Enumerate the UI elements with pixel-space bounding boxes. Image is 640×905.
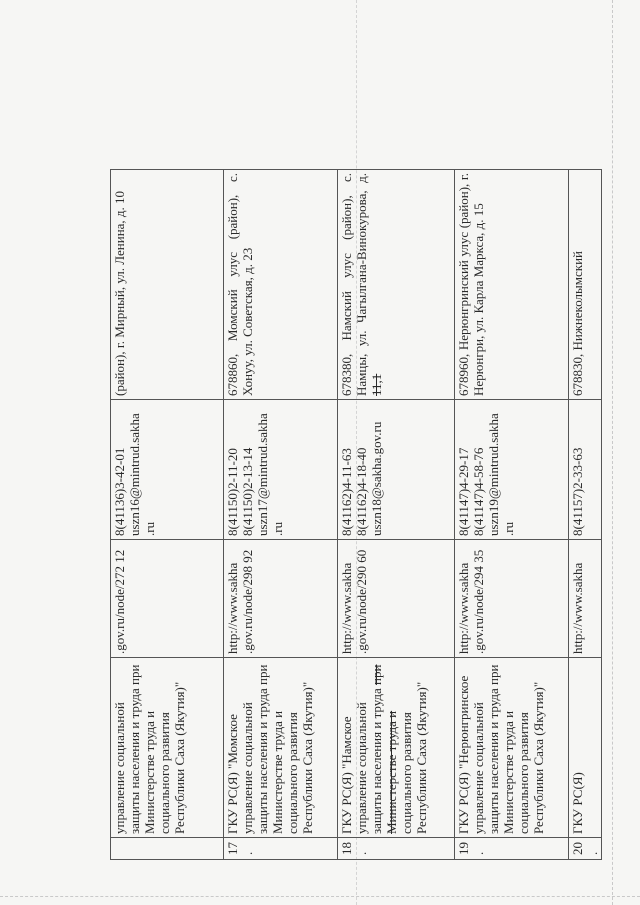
institution-name: ГКУ РС(Я) — [569, 658, 602, 838]
address: (район), г. Мирный, ул. Ленина, д. 10 — [111, 170, 224, 400]
address-part: 678380, Намский улус (район), с. Намцы, ул. Чагылгана-Винокурова, д. — [339, 173, 369, 396]
struck-text: при Министерстве труда и — [369, 664, 399, 834]
address: 678960, Нерюнгринский улус (район), г. Нерюнгри, ул. Карла Маркса, д. 15 — [455, 170, 569, 400]
contacts: 8(41162)4-11-63 8(41162)4-18-40 uszn18@sakha.gov.ru — [338, 400, 455, 540]
row-number: 19. — [455, 838, 569, 860]
table-row — [111, 170, 224, 860]
contacts: 8(41136)3-42-01 uszn16@mintrud.sakha .ru — [111, 400, 224, 540]
institution-name: управление социальной защиты населения и труда при Министерстве труда и социального развития Республики Саха (Якутия)" — [111, 658, 224, 838]
rotated-table-container — [110, 170, 598, 860]
institution-name — [338, 658, 455, 838]
row-number: 17. — [224, 838, 338, 860]
contacts: 8(41147)4-29-17 8(41147)4-58-76 uszn19@mintrud.sakha .ru — [455, 400, 569, 540]
website: http://www.sakha .gov.ru/node/298 92 — [224, 540, 338, 658]
institutions-table — [110, 169, 602, 860]
institution-name: ГКУ РС(Я) "Момское управление социальной защиты населения и труда при Министерстве труда и социального развития Республики Саха (Якутия)" — [224, 658, 338, 838]
address — [338, 170, 455, 400]
contacts: 8(41150)2-11-20 8(41150)2-13-14 uszn17@mintrud.sakha .ru — [224, 400, 338, 540]
table-row — [569, 170, 602, 860]
institution-name-part: социального развития Республики Саха (Якутия)" — [399, 681, 429, 834]
website: http://www.sakha .gov.ru/node/290 60 — [338, 540, 455, 658]
table-row — [224, 170, 338, 860]
website: .gov.ru/node/272 12 — [111, 540, 224, 658]
row-number — [111, 838, 224, 860]
row-number: 20. — [569, 838, 602, 860]
table-viewport — [110, 170, 598, 860]
institution-name: ГКУ РС(Я) "Нерюнгринское управление социальной защиты населения и труда при Министерстве труда и социального развития Республики Саха (Якутия)" — [455, 658, 569, 838]
website: http://www.sakha — [569, 540, 602, 658]
struck-text: 11,1 — [369, 373, 384, 396]
address: 678860, Момский улус (район), с. Хонуу, ул. Советская, д. 23 — [224, 170, 338, 400]
scan-edge-bottom — [0, 896, 640, 897]
scan-edge-right — [612, 0, 613, 905]
website: http://www.sakha .gov.ru/node/294 35 — [455, 540, 569, 658]
table-row — [455, 170, 569, 860]
address: 678830, Нижнеколымский — [569, 170, 602, 400]
table-row — [338, 170, 455, 860]
institution-name-part: ГКУ РС(Я) "Намское управление социальной защиты населения и труда — [339, 688, 384, 834]
row-number: 18. — [338, 838, 455, 860]
contacts: 8(41157)2-33-63 — [569, 400, 602, 540]
